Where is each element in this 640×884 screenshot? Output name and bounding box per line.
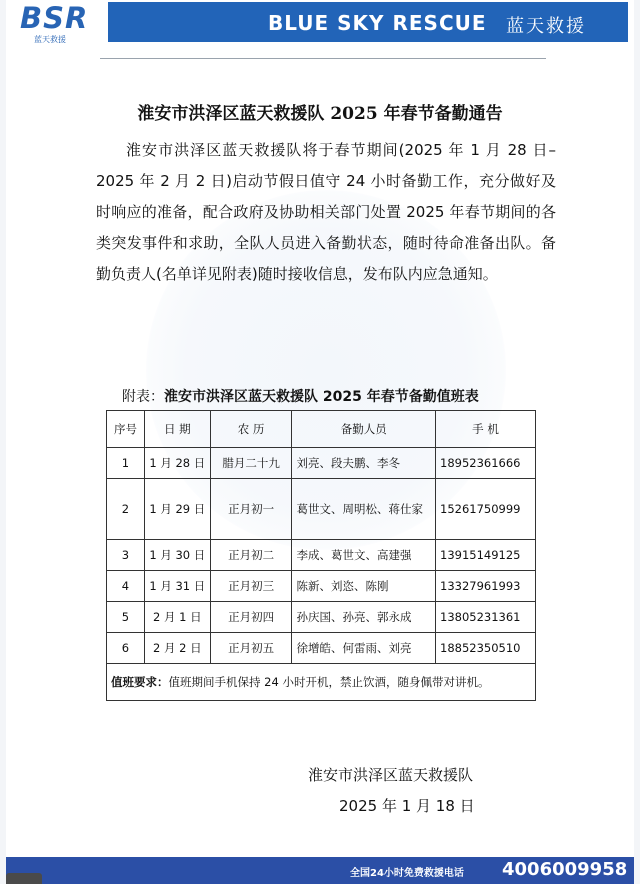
duty-table (106, 410, 536, 701)
signature-date: 2025 年 1 月 18 日 (339, 797, 475, 815)
cell-lunar: 正月初四 (210, 602, 292, 633)
cell-lunar: 正月初五 (210, 633, 292, 664)
page-tab-icon[interactable] (6, 873, 42, 884)
header-title-cn: 蓝天救援 (506, 16, 586, 37)
table-requirement-row (107, 664, 536, 701)
notice-page (6, 0, 634, 884)
table-row (107, 571, 536, 602)
header-divider (100, 58, 546, 59)
appendix-prefix: 附表： (122, 389, 164, 405)
cell-phone: 15261750999 (436, 479, 536, 540)
requirement-label: 值班要求： (111, 675, 169, 689)
cell-phone: 18952361666 (436, 448, 536, 479)
cell-lunar: 正月初三 (210, 571, 292, 602)
logo-text: BSR (20, 1, 89, 35)
table-row (107, 448, 536, 479)
header-lunar: 农 历 (210, 411, 292, 448)
cell-date: 1 月 31 日 (144, 571, 210, 602)
cell-no: 5 (107, 602, 145, 633)
footer-band (6, 857, 634, 884)
notice-body (96, 135, 556, 290)
cell-no: 4 (107, 571, 145, 602)
cell-no: 3 (107, 540, 145, 571)
cell-staff: 刘亮、段夫鹏、李冬 (292, 448, 436, 479)
appendix-title (122, 386, 479, 406)
cell-phone: 13915149125 (436, 540, 536, 571)
cell-staff: 陈新、刘恣、陈刚 (292, 571, 436, 602)
header-staff: 备勤人员 (292, 411, 436, 448)
table-header-row (107, 411, 536, 448)
cell-no: 6 (107, 633, 145, 664)
table-row (107, 479, 536, 540)
header-no: 序号 (107, 411, 145, 448)
appendix-heading: 淮安市洪泽区蓝天救援队 2025 年春节备勤值班表 (164, 389, 479, 405)
cell-no: 1 (107, 448, 145, 479)
header-title-en: BLUE SKY RESCUE (268, 11, 487, 35)
cell-lunar: 正月初二 (210, 540, 292, 571)
header-date: 日 期 (144, 411, 210, 448)
cell-staff: 葛世文、周明松、蒋仕家 (292, 479, 436, 540)
cell-date: 1 月 29 日 (144, 479, 210, 540)
cell-date: 1 月 28 日 (144, 448, 210, 479)
cell-phone: 13805231361 (436, 602, 536, 633)
table-row (107, 602, 536, 633)
footer-hotline-number: 4006009958 (502, 859, 628, 880)
notice-paragraph: 淮安市洪泽区蓝天救援队将于春节期间(2025 年 1 月 28 日–2025 年 2 月 2 日)启动节假日值守 24 小时备勤工作，充分做好及时响应的准备，配合政府及协助相关部门处置 2025 年春节期间的各类突发事件和求助，全队人员进入备勤状态，随时待命准备出队。备勤负责人(名单详见附表)随时接收信息，发布队内应急通知。 (96, 141, 556, 283)
bsr-logo (20, 1, 100, 44)
logo-subtext: 蓝天救援 (34, 35, 66, 44)
cell-date: 2 月 2 日 (144, 633, 210, 664)
cell-staff: 徐增皓、何雷雨、刘亮 (292, 633, 436, 664)
requirement-text: 值班期间手机保持 24 小时开机，禁止饮酒，随身佩带对讲机。 (168, 675, 490, 689)
signature-org: 淮安市洪泽区蓝天救援队 (308, 766, 474, 784)
cell-no: 2 (107, 479, 145, 540)
header-band (108, 2, 628, 42)
cell-date: 2 月 1 日 (144, 602, 210, 633)
cell-lunar: 腊月二十九 (210, 448, 292, 479)
table-row (107, 633, 536, 664)
cell-staff: 孙庆国、孙亮、郭永成 (292, 602, 436, 633)
cell-date: 1 月 30 日 (144, 540, 210, 571)
cell-staff: 李成、葛世文、高建强 (292, 540, 436, 571)
cell-lunar: 正月初一 (210, 479, 292, 540)
header-phone: 手 机 (436, 411, 536, 448)
notice-title: 淮安市洪泽区蓝天救援队 2025 年春节备勤通告 (137, 104, 503, 124)
cell-phone: 13327961993 (436, 571, 536, 602)
requirement-cell (107, 664, 536, 701)
cell-phone: 18852350510 (436, 633, 536, 664)
table-row (107, 540, 536, 571)
footer-hotline-label: 全国24小时免费救援电话 (350, 868, 464, 879)
